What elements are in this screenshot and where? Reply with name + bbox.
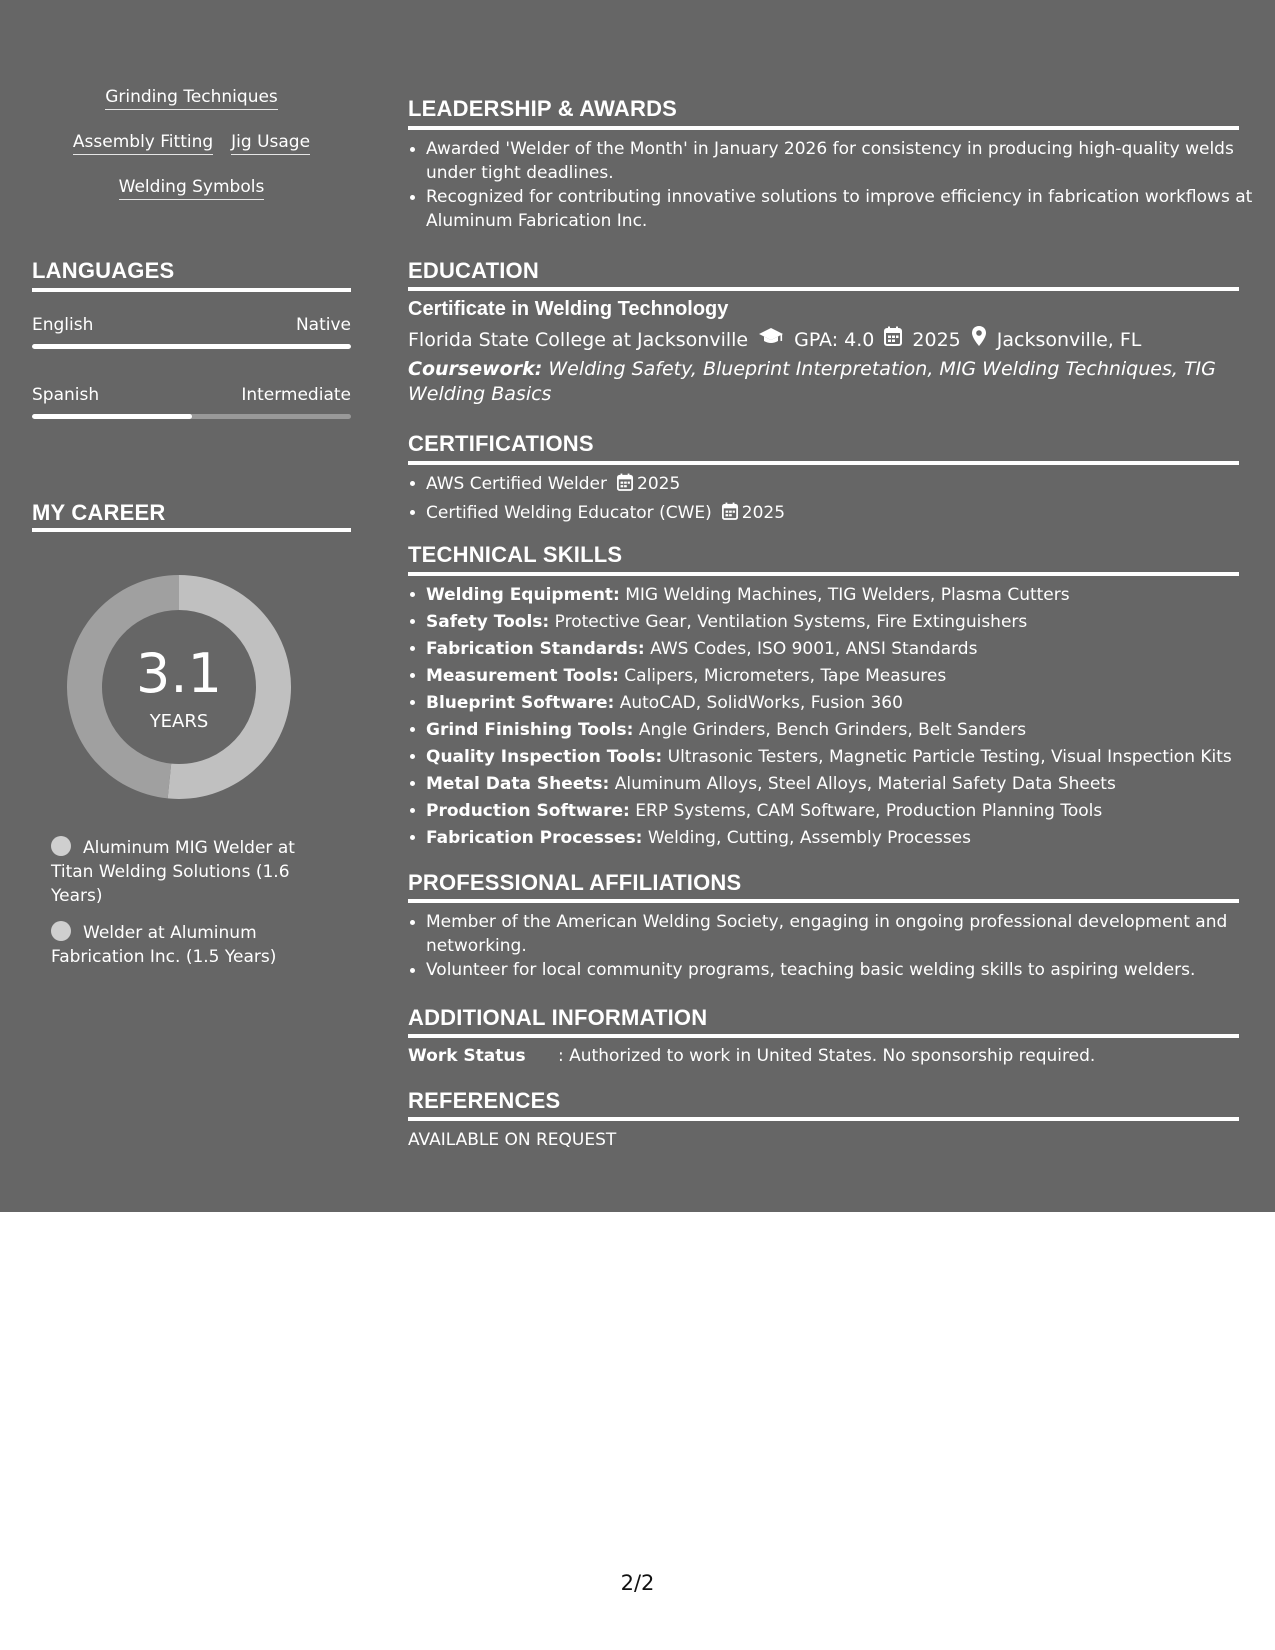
skill-values: Welding, Cutting, Assembly Processes (647, 828, 971, 848)
education-meta (408, 325, 1141, 354)
affiliations-heading: PROFESSIONAL AFFILIATIONS (408, 870, 742, 895)
career-legend-label: Welder at Aluminum Fabrication Inc. (1.5 Years) (51, 923, 277, 967)
skill-category: Fabrication Standards: (426, 639, 645, 659)
list-item (426, 825, 1257, 852)
skill-category: Measurement Tools: (426, 666, 619, 686)
language-level: Intermediate (241, 385, 351, 405)
skill-values: Protective Gear, Ventilation Systems, Fire Extinguishers (554, 612, 1028, 632)
list-item: Recognized for contributing innovative solutions to improve efficiency in fabrication workflows at Aluminum Fabrication Inc. (426, 185, 1257, 233)
career-legend-label: Aluminum MIG Welder at Titan Welding Solutions (1.6 Years) (51, 838, 295, 906)
list-item (426, 771, 1257, 798)
list-item (426, 471, 1257, 500)
language-bar-fill (32, 344, 351, 349)
list-item (426, 798, 1257, 825)
education-rule (408, 287, 1239, 291)
list-item (426, 582, 1257, 609)
list-item: Awarded 'Welder of the Month' in January 2026 for consistency in producing high-quality welds under tight deadlines. (426, 137, 1257, 185)
technical-skills-list (408, 582, 1257, 852)
skill-tag-row (32, 86, 351, 131)
degree-title: Certificate in Welding Technology (408, 298, 729, 320)
calendar-icon (884, 326, 902, 353)
calendar-icon (722, 502, 738, 529)
career-total-value: 3.1 (136, 642, 222, 705)
languages-rule (32, 288, 351, 292)
skill-values: Ultrasonic Testers, Magnetic Particle Testing, Visual Inspection Kits (667, 747, 1232, 767)
work-status-value: : Authorized to work in United States. No sponsorship required. (558, 1046, 1096, 1066)
career-legend-item (51, 836, 321, 908)
skill-values: AutoCAD, SolidWorks, Fusion 360 (619, 693, 903, 713)
coursework (408, 357, 1239, 407)
skill-category: Fabrication Processes: (426, 828, 643, 848)
skill-values: MIG Welding Machines, TIG Welders, Plasma Cutters (625, 585, 1070, 605)
skill-category: Blueprint Software: (426, 693, 615, 713)
skill-values: AWS Codes, ISO 9001, ANSI Standards (650, 639, 978, 659)
certification-name: AWS Certified Welder (426, 474, 608, 494)
leadership-list (408, 137, 1257, 233)
legend-dot-icon (51, 921, 71, 941)
skill-category: Quality Inspection Tools: (426, 747, 663, 767)
career-donut-chart (67, 575, 291, 799)
coursework-label: Coursework: (408, 358, 543, 380)
skill-tag: Assembly Fitting (73, 131, 213, 155)
skill-values: Aluminum Alloys, Steel Alloys, Material Safety Data Sheets (614, 774, 1116, 794)
additional-info-heading: ADDITIONAL INFORMATION (408, 1005, 708, 1030)
skill-tag: Welding Symbols (119, 176, 265, 200)
coursework-text: Welding Safety, Blueprint Interpretation, MIG Welding Techniques, TIG Welding Basics (408, 358, 1216, 405)
language-bar-spanish (32, 414, 351, 419)
leadership-heading: LEADERSHIP & AWARDS (408, 96, 678, 121)
list-item (426, 636, 1257, 663)
school-location: Jacksonville, FL (996, 328, 1142, 351)
certifications-heading: CERTIFICATIONS (408, 431, 594, 456)
career-rule (32, 528, 351, 532)
list-item: Volunteer for local community programs, teaching basic welding skills to aspiring welders. (426, 958, 1257, 982)
language-bar-english (32, 344, 351, 349)
work-status-row (408, 1044, 1095, 1068)
language-level: Native (295, 315, 351, 335)
work-status-label: Work Status (408, 1046, 526, 1066)
technical-skills-rule (408, 572, 1239, 576)
gpa-value: GPA: 4.0 (794, 328, 875, 351)
references-rule (408, 1117, 1239, 1121)
language-row-english (32, 314, 351, 336)
language-row-spanish (32, 384, 351, 406)
language-bar-fill (32, 414, 192, 419)
skill-tag: Grinding Techniques (105, 86, 278, 110)
list-item (426, 744, 1257, 771)
leadership-rule (408, 126, 1239, 130)
skill-tag-row (32, 176, 351, 221)
languages-heading: LANGUAGES (32, 258, 175, 283)
list-item (426, 690, 1257, 717)
skill-values: ERP Systems, CAM Software, Production Planning Tools (635, 801, 1103, 821)
location-pin-icon (971, 325, 987, 354)
affiliations-rule (408, 899, 1239, 903)
list-item (426, 500, 1257, 529)
graduation-cap-icon (758, 326, 784, 353)
education-heading: EDUCATION (408, 258, 539, 283)
affiliations-list (408, 910, 1257, 982)
list-item: Member of the American Welding Society, engaging in ongoing professional development and networking. (426, 910, 1257, 958)
certification-year: 2025 (741, 503, 786, 523)
legend-dot-icon (51, 836, 71, 856)
list-item (426, 717, 1257, 744)
career-total-unit: YEARS (149, 711, 209, 732)
skill-values: Angle Grinders, Bench Grinders, Belt Sanders (638, 720, 1027, 740)
skill-values: Calipers, Micrometers, Tape Measures (624, 666, 947, 686)
language-name: Spanish (32, 385, 100, 405)
graduation-year: 2025 (912, 328, 961, 351)
skill-tag: Jig Usage (231, 131, 310, 155)
list-item (426, 663, 1257, 690)
certification-year: 2025 (637, 474, 681, 494)
language-name: English (32, 315, 94, 335)
calendar-icon (617, 473, 633, 500)
skill-category: Metal Data Sheets: (426, 774, 610, 794)
skill-category: Safety Tools: (426, 612, 550, 632)
skill-category: Grind Finishing Tools: (426, 720, 634, 740)
references-text: AVAILABLE ON REQUEST (408, 1130, 617, 1150)
career-legend-item (51, 921, 321, 969)
additional-info-rule (408, 1034, 1239, 1038)
career-heading: MY CAREER (32, 500, 166, 525)
skill-category: Welding Equipment: (426, 585, 620, 605)
skill-category: Production Software: (426, 801, 630, 821)
list-item (426, 609, 1257, 636)
school-name: Florida State College at Jacksonville (408, 328, 749, 351)
page-number: 2/2 (620, 1571, 655, 1595)
references-heading: REFERENCES (408, 1088, 561, 1113)
certifications-list (408, 471, 1257, 529)
skill-tag-row (32, 131, 351, 176)
skill-tags (32, 86, 351, 221)
certification-name: Certified Welding Educator (CWE) (426, 503, 712, 523)
certifications-rule (408, 461, 1239, 465)
technical-skills-heading: TECHNICAL SKILLS (408, 542, 623, 567)
career-legend (51, 836, 321, 982)
